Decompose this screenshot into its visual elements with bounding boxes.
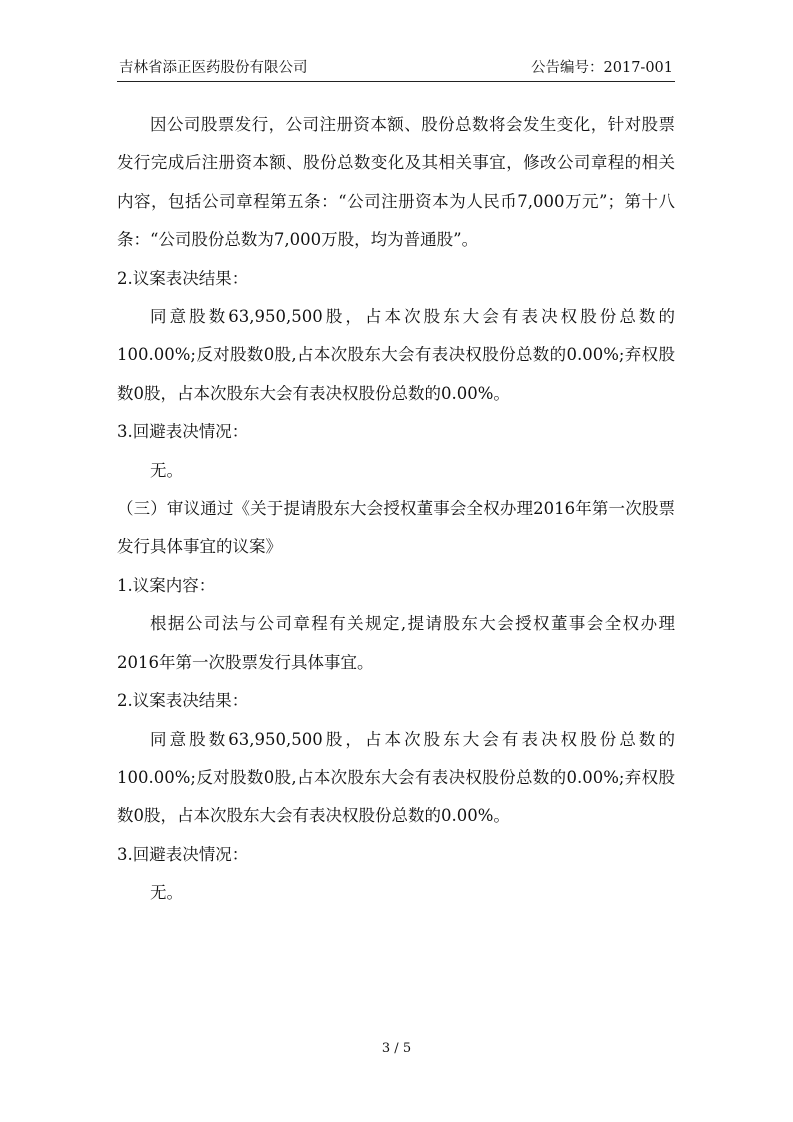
- paragraph-proposal-content: 根据公司法与公司章程有关规定,提请股东大会授权董事会全权办理2016年第一次股票发行具体事宜。: [117, 614, 675, 672]
- paragraph-proposal-content-heading: 1.议案内容：: [117, 575, 216, 595]
- company-name: 吉林省添正医药股份有限公司: [119, 60, 308, 76]
- announcement-number: 公告编号：2017-001: [531, 60, 673, 76]
- paragraph-section-three-title: （三）审议通过《关于提请股东大会授权董事会全权办理2016年第一次股票发行具体事宜的议案》: [117, 499, 675, 557]
- paragraph-amendment-content: 因公司股票发行，公司注册资本额、股份总数将会发生变化，针对股票发行完成后注册资本额、股份总数变化及其相关事宜，修改公司章程的相关内容，包括公司章程第五条：“公司注册资本为人民币7,000万元”；第十八条：“公司股份总数为7,000万股，均为普通股”。: [117, 115, 675, 250]
- paragraph-vote-result-2: 同意股数63,950,500股，占本次股东大会有表决权股份总数的100.00%;反对股数0股,占本次股东大会有表决权股份总数的0.00%;弃权股数0股，占本次股东大会有表决权股份总数的0.00%。: [117, 729, 675, 826]
- paragraph-vote-result-heading-2: 2.议案表决结果：: [117, 691, 249, 711]
- page-number: 3 / 5: [381, 1041, 412, 1056]
- paragraph-recusal-heading-2: 3.回避表决情况：: [117, 844, 249, 864]
- paragraph-recusal: 无。: [150, 460, 183, 480]
- paragraph-recusal-heading: 3.回避表决情况：: [117, 422, 249, 442]
- paragraph-vote-result-heading: 2.议案表决结果：: [117, 268, 249, 288]
- page-header: [117, 57, 675, 82]
- paragraph-vote-result: 同意股数63,950,500股，占本次股东大会有表决权股份总数的100.00%;反对股数0股,占本次股东大会有表决权股份总数的0.00%;弃权股数0股，占本次股东大会有表决权股份总数的0.00%。: [117, 307, 675, 403]
- document-body: [117, 106, 675, 913]
- paragraph-recusal-2: 无。: [150, 883, 183, 903]
